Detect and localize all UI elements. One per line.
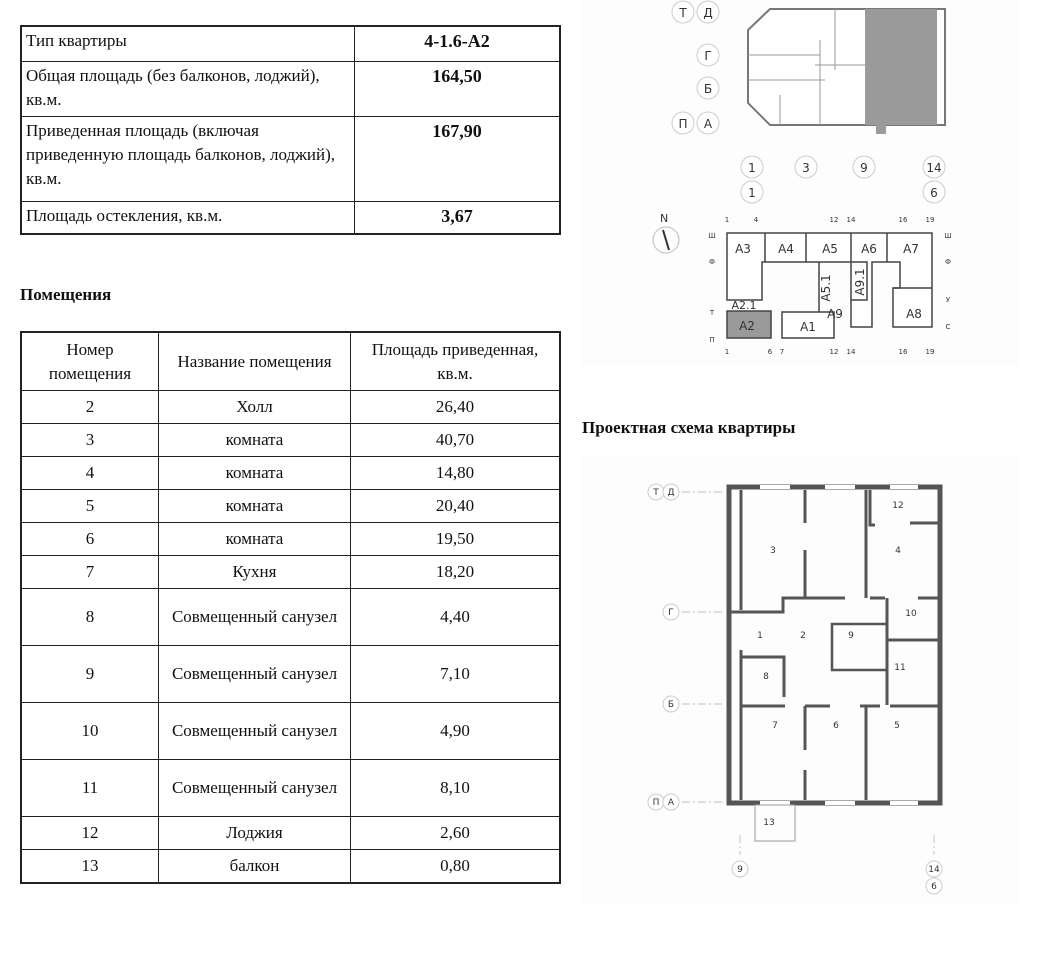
svg-text:Г: Г <box>704 49 712 63</box>
svg-text:1: 1 <box>724 216 730 224</box>
svg-text:7: 7 <box>772 721 778 731</box>
svg-text:А9.1: А9.1 <box>853 268 867 296</box>
room-area-cell: 40,70 <box>351 424 561 457</box>
svg-text:А1: А1 <box>800 320 816 334</box>
summary-label: Общая площадь (без балконов, лоджий), кв.м. <box>21 61 355 116</box>
apartment-highlight <box>865 9 937 125</box>
room-name-cell: Холл <box>159 391 351 424</box>
room-num-cell: 2 <box>21 391 159 424</box>
svg-text:Т: Т <box>679 6 687 20</box>
room-num-cell: 6 <box>21 523 159 556</box>
room-num-cell: 13 <box>21 850 159 884</box>
svg-text:А2.1: А2.1 <box>731 299 757 312</box>
svg-text:А5.1: А5.1 <box>819 274 833 302</box>
room-name-cell: Лоджия <box>159 817 351 850</box>
room-area-cell: 26,40 <box>351 391 561 424</box>
room-area-cell: 14,80 <box>351 457 561 490</box>
room-name-cell: Совмещенный санузел <box>159 703 351 760</box>
svg-text:Г: Г <box>668 608 674 618</box>
svg-text:Ш: Ш <box>944 232 952 240</box>
svg-text:У: У <box>945 296 951 304</box>
table-row <box>21 556 560 589</box>
svg-text:С: С <box>945 323 951 331</box>
room-num-cell: 8 <box>21 589 159 646</box>
svg-text:А: А <box>667 798 675 808</box>
svg-text:Ф: Ф <box>708 258 716 266</box>
summary-label: Тип квартиры <box>21 26 355 61</box>
reduced-area-value: 167,90 <box>355 116 561 201</box>
svg-text:19: 19 <box>925 216 935 224</box>
rooms-table-body <box>21 391 560 884</box>
svg-text:А: А <box>703 117 713 131</box>
apartment-type-value: 4-1.6-А2 <box>355 26 561 61</box>
svg-text:Ф: Ф <box>944 258 952 266</box>
rooms-heading: Помещения <box>20 285 112 304</box>
svg-text:А7: А7 <box>903 242 919 256</box>
svg-text:1: 1 <box>748 186 756 200</box>
column-header: Площадь приведенная, кв.м. <box>351 332 561 391</box>
table-row <box>21 490 560 523</box>
svg-text:8: 8 <box>763 672 769 682</box>
svg-text:12: 12 <box>892 501 904 511</box>
svg-text:А6: А6 <box>861 242 877 256</box>
svg-text:Д: Д <box>703 6 713 20</box>
svg-text:А2: А2 <box>739 319 755 333</box>
apartment-plan <box>580 455 1020 905</box>
room-area-cell: 20,40 <box>351 490 561 523</box>
room-name-cell: комната <box>159 424 351 457</box>
svg-text:6: 6 <box>833 721 839 731</box>
plan-heading: Проектная схема квартиры <box>582 418 796 437</box>
table-row <box>21 760 560 817</box>
room-name-cell: балкон <box>159 850 351 884</box>
room-name-cell: комната <box>159 523 351 556</box>
room-area-cell: 19,50 <box>351 523 561 556</box>
table-row <box>21 424 560 457</box>
svg-text:Д: Д <box>667 488 675 498</box>
svg-text:5: 5 <box>894 721 900 731</box>
svg-text:Т: Т <box>709 309 715 317</box>
table-row <box>21 523 560 556</box>
table-row <box>21 703 560 760</box>
svg-text:3: 3 <box>802 161 810 175</box>
svg-text:А4: А4 <box>778 242 794 256</box>
room-name-cell: Совмещенный санузел <box>159 589 351 646</box>
room-area-cell: 0,80 <box>351 850 561 884</box>
rooms-table <box>20 331 561 884</box>
table-row <box>21 850 560 884</box>
svg-text:3: 3 <box>770 546 776 556</box>
room-num-cell: 9 <box>21 646 159 703</box>
total-area-value: 164,50 <box>355 61 561 116</box>
room-area-cell: 7,10 <box>351 646 561 703</box>
room-num-cell: 11 <box>21 760 159 817</box>
column-header: Название помещения <box>159 332 351 391</box>
svg-text:1: 1 <box>757 631 763 641</box>
svg-text:9: 9 <box>737 865 743 875</box>
svg-text:10: 10 <box>905 609 917 619</box>
summary-label: Площадь остекления, кв.м. <box>21 201 355 234</box>
room-name-cell: Кухня <box>159 556 351 589</box>
svg-text:12: 12 <box>829 348 839 356</box>
table-row <box>21 646 560 703</box>
room-area-cell: 4,40 <box>351 589 561 646</box>
svg-text:19: 19 <box>925 348 935 356</box>
svg-text:П: П <box>678 117 688 131</box>
svg-text:1: 1 <box>724 348 730 356</box>
svg-text:7: 7 <box>779 348 785 356</box>
svg-text:16: 16 <box>898 216 908 224</box>
room-num-cell: 3 <box>21 424 159 457</box>
table-row <box>21 817 560 850</box>
room-name-cell: комната <box>159 457 351 490</box>
room-num-cell: 5 <box>21 490 159 523</box>
svg-text:6: 6 <box>931 882 937 892</box>
svg-text:Б: Б <box>667 700 675 710</box>
svg-text:А3: А3 <box>735 242 751 256</box>
room-num-cell: 10 <box>21 703 159 760</box>
svg-text:9: 9 <box>860 161 868 175</box>
svg-text:6: 6 <box>930 186 938 200</box>
svg-text:П: П <box>709 336 715 344</box>
svg-text:Б: Б <box>703 82 713 96</box>
svg-text:N: N <box>660 212 669 225</box>
svg-text:Т: Т <box>653 488 659 498</box>
svg-text:П: П <box>652 798 660 808</box>
svg-text:14: 14 <box>846 216 856 224</box>
svg-text:16: 16 <box>898 348 908 356</box>
svg-text:14: 14 <box>846 348 856 356</box>
svg-text:11: 11 <box>894 663 906 673</box>
room-num-cell: 4 <box>21 457 159 490</box>
table-row <box>21 391 560 424</box>
room-area-cell: 18,20 <box>351 556 561 589</box>
room-area-cell: 2,60 <box>351 817 561 850</box>
room-area-cell: 8,10 <box>351 760 561 817</box>
svg-text:Ш: Ш <box>708 232 716 240</box>
room-name-cell: Совмещенный санузел <box>159 760 351 817</box>
room-name-cell: комната <box>159 490 351 523</box>
svg-text:А9: А9 <box>827 307 843 321</box>
svg-text:12: 12 <box>829 216 839 224</box>
svg-text:9: 9 <box>848 631 854 641</box>
svg-text:4: 4 <box>753 216 759 224</box>
room-num-cell: 12 <box>21 817 159 850</box>
column-header: Номер помещения <box>21 332 159 391</box>
svg-text:А5: А5 <box>822 242 838 256</box>
svg-text:14: 14 <box>926 161 942 175</box>
apartment-summary-table <box>20 25 561 235</box>
table-row <box>21 457 560 490</box>
floor-location-plan <box>580 0 1020 365</box>
balcony-highlight <box>876 125 886 134</box>
glazing-area-value: 3,67 <box>355 201 561 234</box>
svg-text:14: 14 <box>928 865 940 875</box>
svg-text:2: 2 <box>800 631 806 641</box>
svg-text:13: 13 <box>763 818 775 828</box>
svg-text:4: 4 <box>895 546 901 556</box>
room-num-cell: 7 <box>21 556 159 589</box>
table-row <box>21 589 560 646</box>
svg-text:6: 6 <box>767 348 773 356</box>
svg-text:А8: А8 <box>906 307 922 321</box>
svg-text:1: 1 <box>748 161 756 175</box>
room-area-cell: 4,90 <box>351 703 561 760</box>
summary-label: Приведенная площадь (включая приведенную площадь балконов, лоджий), кв.м. <box>21 116 355 201</box>
room-name-cell: Совмещенный санузел <box>159 646 351 703</box>
